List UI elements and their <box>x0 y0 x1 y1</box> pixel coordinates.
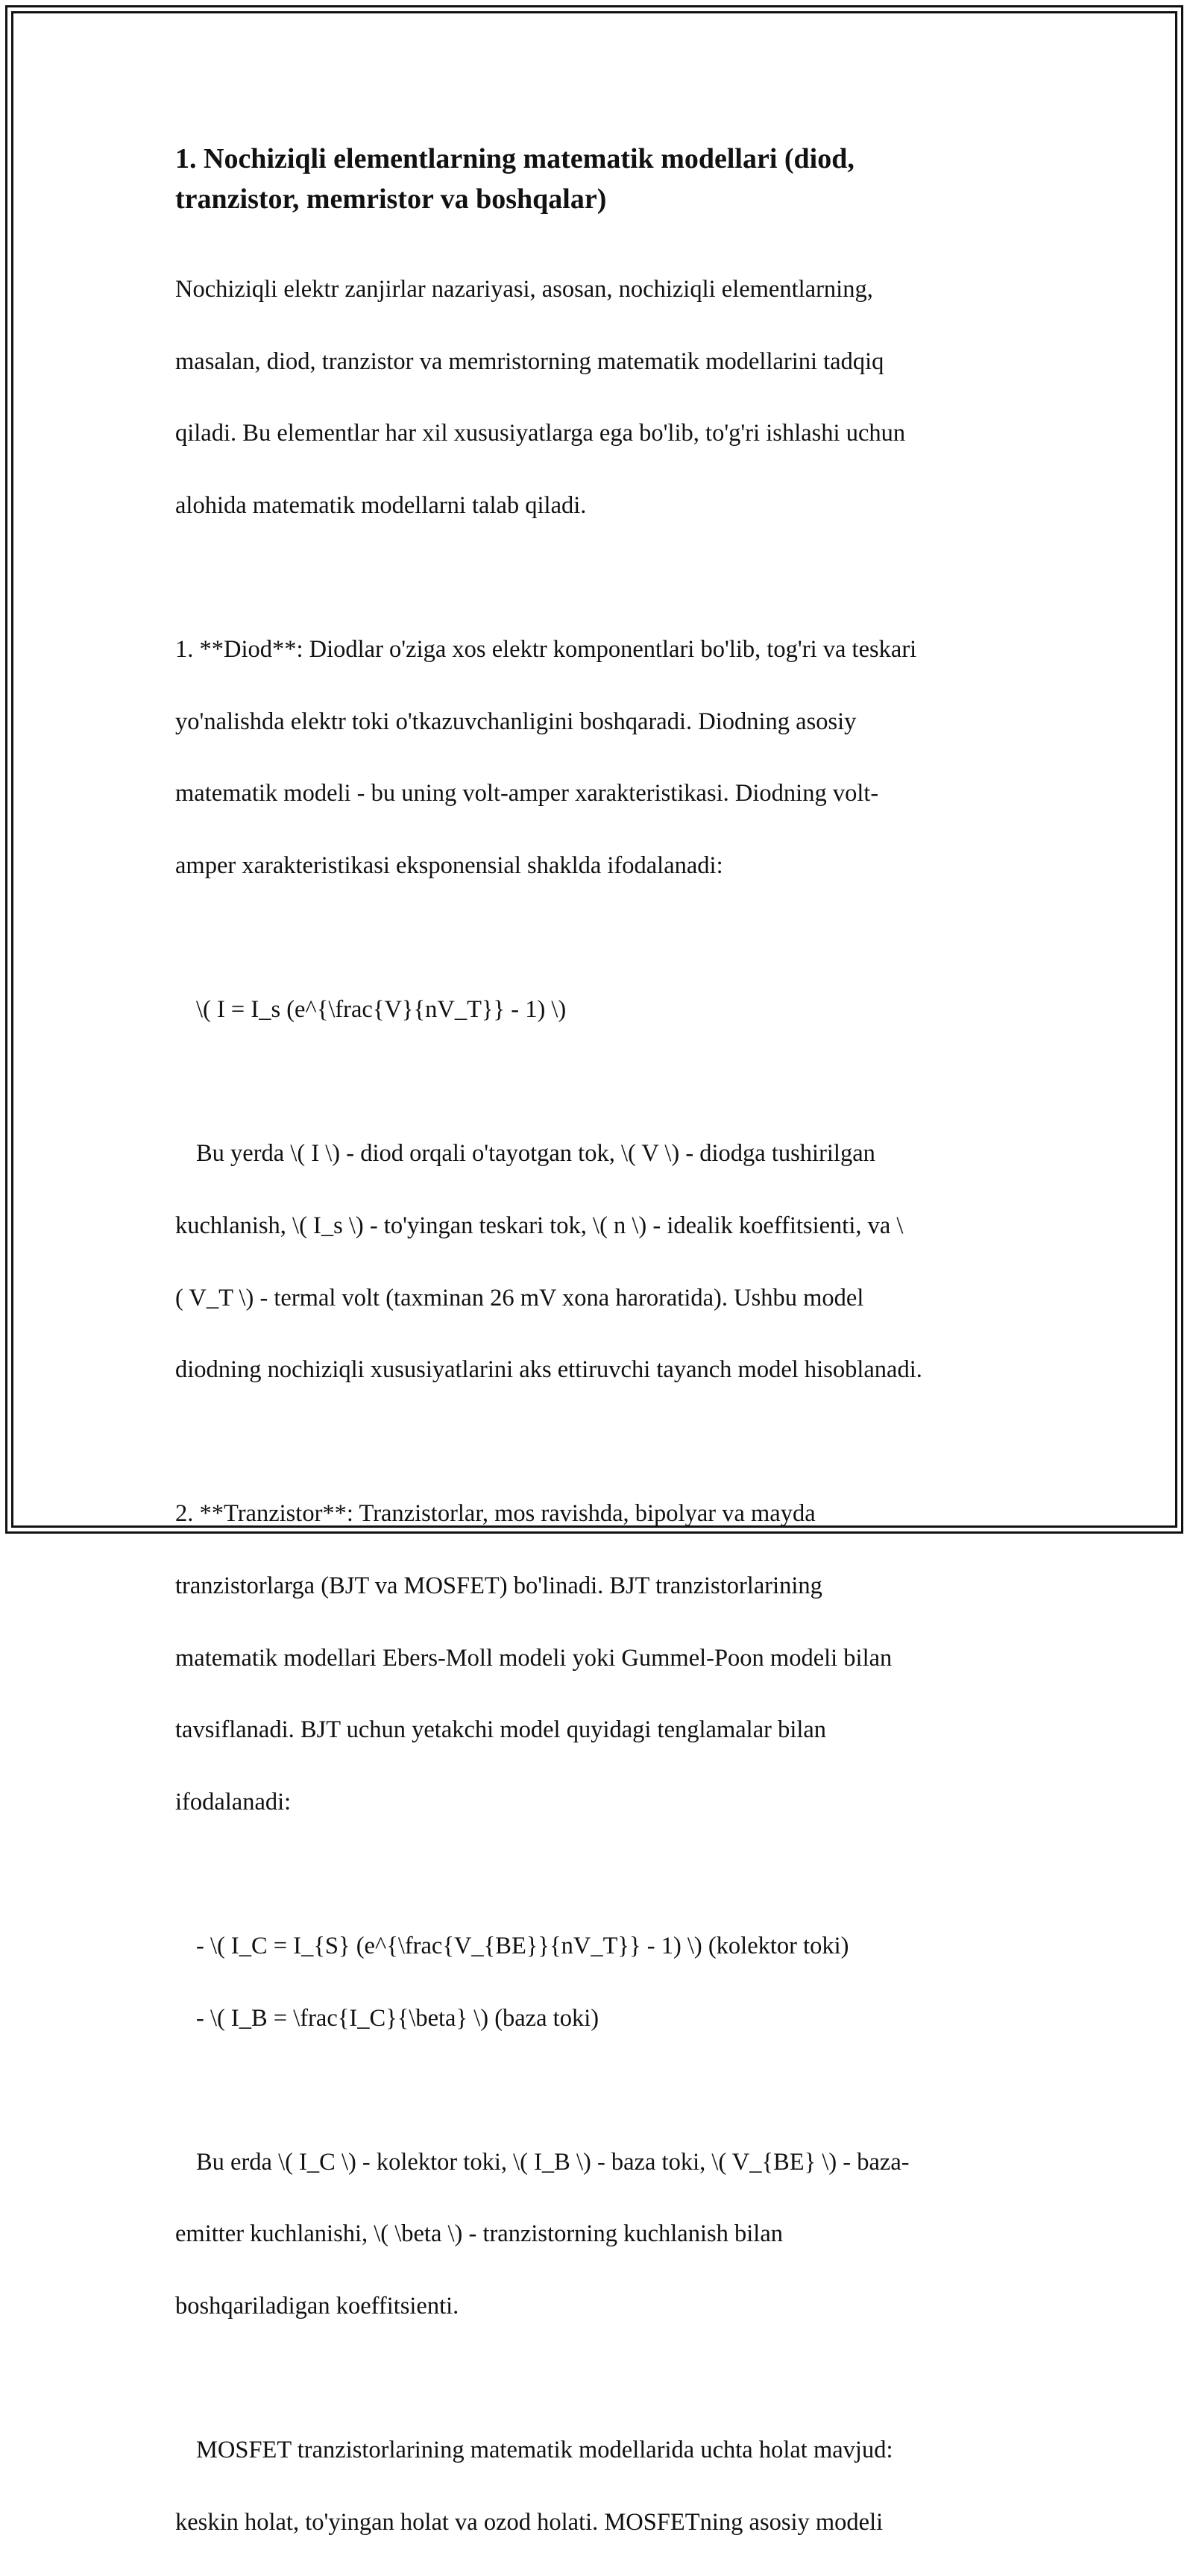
mosfet-paragraph <box>175 2396 1033 2576</box>
text-line: tranzistorlarga (BJT va MOSFET) bo'linadi. BJT tranzistorlarining <box>175 1572 822 1599</box>
text-line: 1. **Diod**: Diodlar o'ziga xos elektr komponentlari bo'lib, tog'ri va teskari <box>175 636 917 664</box>
text-line: emitter kuchlanishi, \( \beta \) - tranzistorning kuchlanish bilan <box>175 2220 783 2248</box>
text-line: ifodalanadi: <box>175 1788 292 1816</box>
formula-line: - \( I_C = I_{S} (e^{\frac{V_{BE}}{nV_T}} - 1) \) (kolektor toki) <box>196 1932 849 1959</box>
formula-line: - \( I_B = \frac{I_C}{\beta} \) (baza toki) <box>196 2004 599 2032</box>
text-line: MOSFET tranzistorlarining matematik modellarida uchta holat mavjud: <box>196 2437 893 2464</box>
bjt-explanation <box>175 2108 1033 2360</box>
text-line: masalan, diod, tranzistor va memristorning matematik modellarini tadqiq <box>175 347 884 375</box>
paragraph-gap <box>175 2072 1033 2108</box>
text-line: qiladi. Bu elementlar har xil xususiyatlarga ega bo'lib, to'g'ri ishlashi uchun <box>175 420 906 447</box>
intro-paragraph <box>175 236 1033 560</box>
bjt-formulas <box>175 1892 1033 2072</box>
text-line: Bu yerda \( I \) - diod orqali o'tayotgan tok, \( V \) - diodga tushirilgan <box>196 1140 875 1168</box>
paragraph-gap <box>175 560 1033 596</box>
text-line: Nochiziqli elektr zanjirlar nazariyasi, asosan, nochiziqli elementlarning, <box>175 276 873 303</box>
text-line: ( V_T \) - termal volt (taxminan 26 mV xona haroratida). Ushbu model <box>175 1284 864 1311</box>
diod-paragraph <box>175 596 1033 920</box>
text-line: 2. **Tranzistor**: Tranzistorlar, mos ravishda, bipolyar va mayda <box>175 1500 816 1528</box>
text-line: matematik modellari Ebers-Moll modeli yoki Gummel-Poon modeli bilan <box>175 1644 893 1672</box>
text-line: tavsiflanadi. BJT uchun yetakchi model quyidagi tenglamalar bilan <box>175 1716 827 1744</box>
text-line: yo'nalishda elektr toki o'tkazuvchanligini boshqaradi. Diodning asosiy <box>175 708 857 735</box>
diod-explanation <box>175 1100 1033 1424</box>
tranzistor-paragraph <box>175 1460 1033 1856</box>
paragraph-gap <box>175 1856 1033 1892</box>
formula-line: \( I = I_s (e^{\frac{V}{nV_T}} - 1) \) <box>196 996 567 1024</box>
text-line: keskin holat, to'yingan holat va ozod holati. MOSFETning asosiy modeli <box>175 2508 884 2536</box>
heading-line: 1. Nochiziqli elementlarning matematik modellari (diod, <box>175 143 854 174</box>
heading-line: tranzistor, memristor va boshqalar) <box>175 183 607 215</box>
paragraph-gap <box>175 1424 1033 1460</box>
text-line: amper xarakteristikasi eksponensial shaklda ifodalanadi: <box>175 852 723 880</box>
text-line: boshqariladigan koeffitsienti. <box>175 2292 459 2320</box>
text-line: diodning nochiziqli xususiyatlarini aks ettiruvchi tayanch model hisoblanadi. <box>175 1356 922 1384</box>
text-line: kuchlanish, \( I_s \) - to'yingan teskari tok, \( n \) - idealik koeffitsienti, va \ <box>175 1212 904 1240</box>
paragraph-gap <box>175 1064 1033 1100</box>
diod-formula <box>175 956 1033 1064</box>
text-line: Bu erda \( I_C \) - kolektor toki, \( I_B \) - baza toki, \( V_{BE} \) - baza- <box>196 2148 910 2176</box>
document-content <box>175 139 1033 2576</box>
text-line: alohida matematik modellarni talab qiladi. <box>175 492 587 520</box>
paragraph-gap <box>175 920 1033 956</box>
section-heading <box>175 139 1033 219</box>
paragraph-gap <box>175 2361 1033 2396</box>
text-line: matematik modeli - bu uning volt-amper xarakteristikasi. Diodning volt- <box>175 780 879 807</box>
